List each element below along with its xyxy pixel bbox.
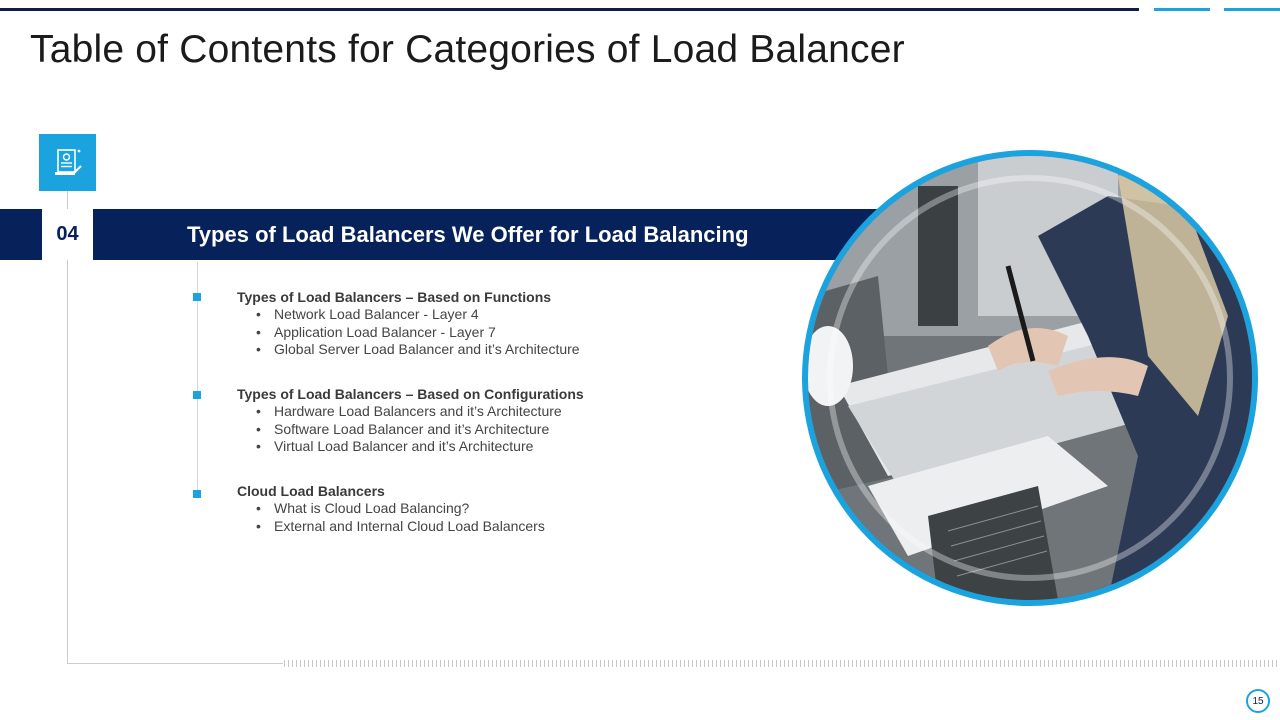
list-item: • Virtual Load Balancer and it’s Architecture <box>256 438 562 456</box>
section-title: Types of Load Balancers We Offer for Load Balancing <box>187 222 749 247</box>
list-item: • Software Load Balancer and it’s Architecture <box>256 421 562 439</box>
top-accent-line <box>1154 8 1210 11</box>
subtopic-list <box>256 500 545 535</box>
section-heading: Types of Load Balancers – Based on Configurations <box>237 386 584 402</box>
tick-ruler-line <box>284 660 1280 667</box>
section-icon-box <box>39 134 96 191</box>
top-accent-line <box>1224 8 1280 11</box>
list-item: • Hardware Load Balancers and it’s Architecture <box>256 403 562 421</box>
person-writing-in-notebook-photo <box>808 156 1252 600</box>
left-frame-line <box>67 260 68 664</box>
top-divider-line <box>0 8 1139 11</box>
certificate-document-icon <box>51 146 85 180</box>
list-item: • External and Internal Cloud Load Balancers <box>256 518 545 536</box>
list-item: • What is Cloud Load Balancing? <box>256 500 545 518</box>
bottom-frame-line <box>67 663 283 664</box>
square-bullet-icon <box>193 293 201 301</box>
list-item: • Application Load Balancer - Layer 7 <box>256 324 580 342</box>
page-number-badge: 15 <box>1246 689 1270 713</box>
square-bullet-icon <box>193 391 201 399</box>
square-bullet-icon <box>193 490 201 498</box>
list-item: • Network Load Balancer - Layer 4 <box>256 306 580 324</box>
icon-connector-line <box>67 191 68 209</box>
list-item: • Global Server Load Balancer and it’s Architecture <box>256 341 580 359</box>
subtopic-list <box>256 306 580 359</box>
section-number: 04 <box>42 209 93 260</box>
section-heading: Types of Load Balancers – Based on Functions <box>237 289 552 305</box>
section-heading: Cloud Load Balancers <box>237 483 385 499</box>
photo-frame <box>802 150 1258 606</box>
slide-title: Table of Contents for Categories of Load Balancer <box>30 28 905 71</box>
subtopic-list <box>256 403 562 456</box>
